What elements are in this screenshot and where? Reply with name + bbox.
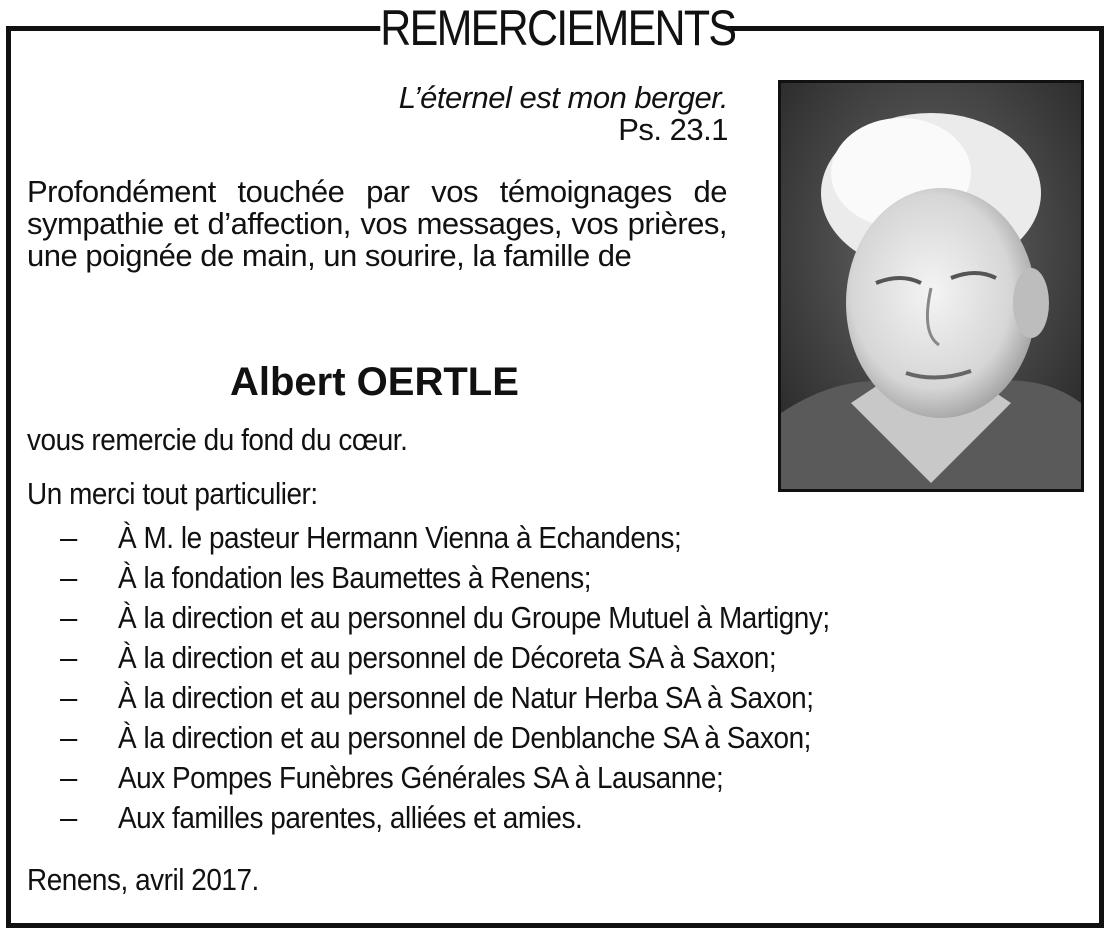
special-thanks-heading: Un merci tout particulier: (27, 476, 318, 511)
deceased-name: Albert OERTLE (230, 360, 519, 404)
list-item-text: Aux Pompes Funèbres Générales SA à Lausanne; (118, 760, 724, 795)
list-dash: – (60, 800, 77, 835)
list-dash: – (60, 720, 77, 755)
list-item-text: Aux familles parentes, alliées et amies. (118, 800, 583, 835)
thanks-line: vous remercie du fond du cœur. (27, 422, 408, 457)
list-dash: – (60, 560, 77, 595)
list-item-text: À la direction et au personnel de Natur Herba SA à Saxon; (118, 680, 814, 715)
place-date: Renens, avril 2017. (27, 862, 259, 897)
list-item-text: À la direction et au personnel de Denblanche SA à Saxon; (118, 720, 811, 755)
list-dash: – (60, 640, 77, 675)
quote-verse: L’éternel est mon berger. (398, 80, 728, 115)
list-dash: – (60, 680, 77, 715)
intro-paragraph: Profondément touchée par vos témoignages de sympathie et d’affection, vos messages, vos prières, une poignée de main, un sourire, la famille de (27, 174, 727, 273)
list-item-text: À la direction et au personnel de Décoreta SA à Saxon; (118, 640, 777, 675)
list-dash: – (60, 520, 77, 555)
list-item-text: À la fondation les Baumettes à Renens; (118, 560, 592, 595)
notice-title: REMERCIEMENTS (380, 0, 736, 56)
list-item-text: À M. le pasteur Hermann Vienna à Echandens; (118, 520, 682, 555)
portrait-illustration (781, 83, 1081, 489)
quote-reference: Ps. 23.1 (618, 112, 728, 147)
list-dash: – (60, 600, 77, 635)
bible-quote (399, 82, 728, 146)
portrait-photo (778, 80, 1084, 492)
list-dash: – (60, 760, 77, 795)
list-item-text: À la direction et au personnel du Groupe Mutuel à Martigny; (118, 600, 830, 635)
